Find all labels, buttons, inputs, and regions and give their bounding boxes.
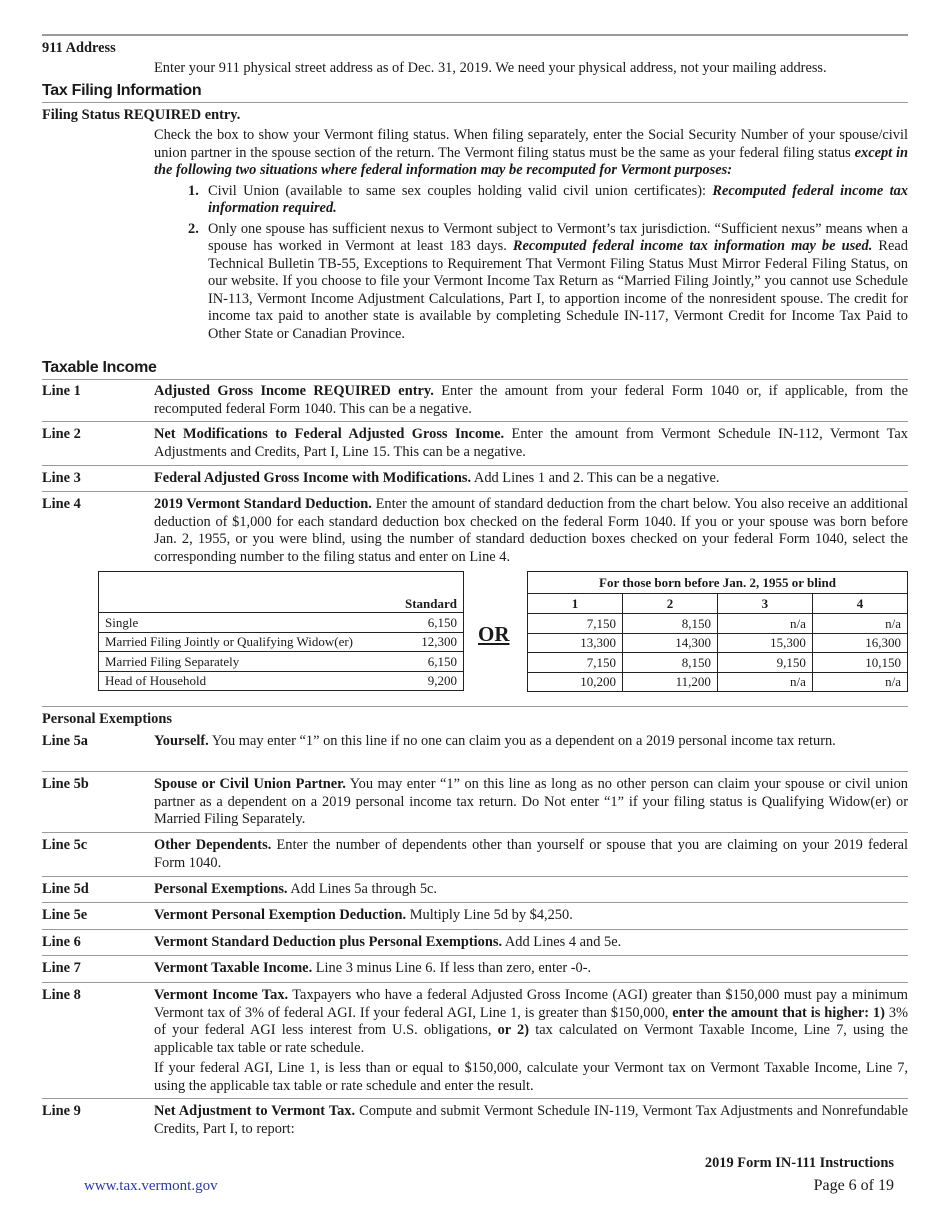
table-row: Married Filing Jointly or Qualifying Widow(er) 12,300	[99, 632, 464, 652]
line-4: Line 4 2019 Vermont Standard Deduction. Enter the amount of standard deduction from the chart below. You also receive an additional deduction of $1,000 for each standard deduction box checked on the federal Form 1040. If you or your spouse was born before Jan. 2, 1955, or you were blind, using the number of standard deduction boxes checked on your federal Form 1040, select the corresponding number to the filing status and enter on Line 4.	[42, 496, 908, 565]
top-rule	[42, 34, 908, 36]
table-row: Single 6,150	[99, 613, 464, 633]
table-row: 7,150 8,150 n/a n/a	[528, 614, 908, 634]
divider	[42, 929, 908, 930]
line-5e: Line 5e Vermont Personal Exemption Deduction. Multiply Line 5d by $4,250.	[42, 907, 573, 923]
divider	[42, 771, 908, 772]
filing-status-intro: Check the box to show your Vermont filing status. When filing separately, enter the Social Security Number of your spouse/civil union partner in the spouse section of the return. The Vermont filing status must be the same as your federal filing status except in the following two situations where federal information may be recomputed for Vermont purposes:	[154, 127, 909, 178]
divider	[42, 1098, 908, 1099]
form-title: 2019 Form IN-111 Instructions	[704, 1155, 894, 1171]
table-row: 10,200 11,200 n/a n/a	[528, 672, 908, 692]
table-row: 7,150 8,150 9,150 10,150	[528, 653, 908, 673]
divider	[42, 706, 908, 707]
list-item: 2. Only one spouse has sufficient nexus to Vermont subject to Vermont’s tax jurisdiction. “Sufficient nexus” means when a spouse has worked in Vermont at least 183 days. Recomputed federal income tax information may be used. Read Technical Bulletin TB-55, Exceptions to Requirement That Vermont Filing Status Must Mirror Federal Filing Status, on our website. If you choose to file your Vermont Income Tax Return as “Married Filing Jointly,” you cannot use Schedule IN-113, Vermont Income Adjustment Calculations, Part I, to apportion income of the nonresident spouse. The credit for income tax paid to another state is available by completing Schedule IN-117, Vermont Credit for Income Tax Paid to Other State or Canadian Province.	[188, 220, 908, 342]
divider	[42, 465, 908, 466]
divider	[42, 902, 908, 903]
list-item: 1. Civil Union (available to same sex couples holding valid civil union certificates): Recomputed federal income tax information required.	[188, 182, 908, 216]
personal-exemptions-heading: Personal Exemptions	[42, 711, 172, 727]
website-link[interactable]: www.tax.vermont.gov	[84, 1178, 218, 1194]
divider	[42, 955, 908, 956]
divider	[42, 982, 908, 983]
taxable-income-heading: Taxable Income	[42, 359, 908, 380]
line-1: Line 1 Adjusted Gross Income REQUIRED entry. Enter the amount from your federal Form 1040 or, if applicable, from the recomputed federal Form 1040. This can be a negative.	[42, 383, 909, 417]
table-row: Head of Household 9,200	[99, 671, 464, 691]
table-row: 13,300 14,300 15,300 16,300	[528, 633, 908, 653]
filing-status-heading: Filing Status REQUIRED entry.	[42, 107, 241, 123]
table-row: Married Filing Separately 6,150	[99, 652, 464, 672]
blind-deduction-table: For those born before Jan. 2, 1955 or blind 1 2 3 4 7,150 8,150 n/a n/a 13,300 14,300 15,300 16,300 7,150 8,150 9,150 10,150 10,200 11,200 n/a n/a	[527, 571, 908, 692]
divider	[42, 421, 908, 422]
blind-caption: For those born before Jan. 2, 1955 or blind	[599, 574, 836, 590]
line-9: Line 9 Net Adjustment to Vermont Tax. Compute and submit Vermont Schedule IN-119, Vermont Tax Adjustments and Nonrefundable Credits, Part I, to report:	[42, 1103, 908, 1137]
divider	[42, 832, 908, 833]
line-6: Line 6 Vermont Standard Deduction plus Personal Exemptions. Add Lines 4 and 5e.	[42, 934, 622, 950]
tax-filing-heading: Tax Filing Information	[42, 82, 908, 103]
line-2: Line 2 Net Modifications to Federal Adjusted Gross Income. Enter the amount from Vermont Schedule IN-112, Vermont Tax Adjustments and Credits, Part I, Line 15. This can be a negative.	[42, 426, 909, 460]
line-5d: Line 5d Personal Exemptions. Add Lines 5a through 5c.	[42, 881, 437, 897]
divider	[42, 491, 908, 492]
line-5c: Line 5c Other Dependents. Enter the number of dependents other than yourself or spouse that you are claiming on your 2019 federal Form 1040.	[42, 837, 908, 871]
line-3: Line 3 Federal Adjusted Gross Income with Modifications. Add Lines 1 and 2. This can be a negative.	[42, 470, 720, 486]
page-footer	[705, 1155, 894, 1194]
address-text: Enter your 911 physical street address as of Dec. 31, 2019. We need your physical address, not your mailing address.	[154, 60, 827, 76]
page-number: Page 6 of 19	[813, 1176, 894, 1194]
line-5a: Line 5a Yourself. You may enter “1” on this line if no one can claim you as a dependent on a 2019 personal income tax return.	[42, 733, 836, 749]
line-5b: Line 5b Spouse or Civil Union Partner. You may enter “1” on this line as long as no other person can claim your spouse or civil union partner as a dependent on a 2019 personal income tax return. Do Not enter “1” if your filing status is Qualifying Widow(er) or Married Filing Separately.	[42, 776, 908, 827]
filing-status-body	[154, 127, 908, 343]
standard-deduction-table	[98, 571, 464, 691]
line-7: Line 7 Vermont Taxable Income. Line 3 minus Line 6. If less than zero, enter -0-.	[42, 960, 592, 976]
line-8: Line 8 Vermont Income Tax. Taxpayers who have a federal Adjusted Gross Income (AGI) greater than $150,000 must pay a minimum Vermont tax of 3% of federal AGI. If your federal AGI, Line 1, is greater than $150,000, enter the amount that is higher: 1) 3% of your federal AGI less interest from U.S. obligations, or 2) tax calculated on Vermont Taxable Income, Line 7, using the applicable tax table or rate schedule. If your federal AGI, Line 1, is less than or equal to $150,000, calculate your Vermont tax on Vermont Taxable Income, Line 7, using the applicable tax table or rate schedule and enter the result.	[42, 987, 909, 1094]
standard-header: Standard	[404, 595, 457, 611]
divider	[42, 876, 908, 877]
or-label: OR	[478, 622, 510, 646]
address-heading: 911 Address	[42, 40, 116, 56]
